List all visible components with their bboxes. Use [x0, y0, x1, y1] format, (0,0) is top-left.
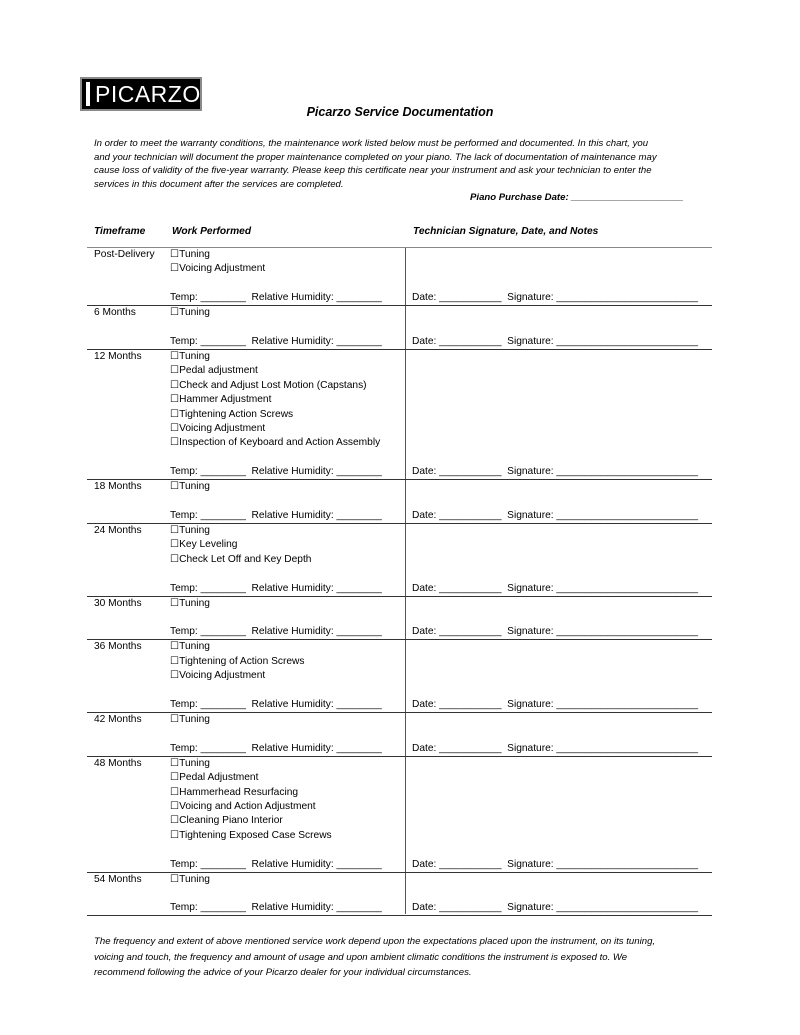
service-checkbox-item[interactable]: ☐Tuning — [170, 757, 210, 769]
row-divider — [87, 915, 712, 916]
header-timeframe: Timeframe — [94, 226, 146, 237]
service-checkbox-item[interactable]: ☐Check Let Off and Key Depth — [170, 553, 312, 565]
page-title: Picarzo Service Documentation — [306, 105, 494, 119]
intro-paragraph — [94, 137, 706, 192]
timeframe-label: 48 Months — [94, 757, 142, 769]
date-signature-field[interactable]: Date: ___________ Signature: _________________________ — [412, 582, 699, 594]
service-checkbox-item[interactable]: ☐Hammerhead Resurfacing — [170, 786, 299, 798]
date-signature-field[interactable]: Date: ___________ Signature: _________________________ — [412, 336, 699, 347]
timeframe-label: 54 Months — [94, 873, 142, 885]
service-checkbox-item[interactable]: ☐Check and Adjust Lost Motion (Capstans) — [170, 379, 367, 391]
service-checkbox-item[interactable]: ☐Tightening Exposed Case Screws — [170, 829, 332, 841]
service-checkbox-item[interactable]: ☐Tuning — [170, 481, 210, 493]
temp-humidity-field[interactable]: Temp: ________ Relative Humidity: ________ — [170, 742, 382, 754]
footer-note — [94, 934, 706, 981]
row-divider — [87, 756, 712, 757]
timeframe-label: 6 Months — [94, 307, 136, 319]
date-signature-field[interactable]: Date: ___________ Signature: _________________________ — [412, 626, 699, 638]
timeframe-label: 24 Months — [94, 525, 142, 536]
intro-line: In order to meet the warranty conditions, the maintenance work listed below must be performed and documented. In this chart, you — [94, 138, 649, 149]
date-signature-field[interactable]: Date: ___________ Signature: _________________________ — [412, 510, 699, 521]
date-signature-field[interactable]: Date: ___________ Signature: _________________________ — [412, 699, 699, 710]
intro-line: services in this document after the services are completed. — [94, 179, 344, 191]
timeframe-label: 42 Months — [94, 714, 142, 725]
timeframe-label: 18 Months — [94, 481, 142, 493]
timeframe-label: 30 Months — [94, 597, 142, 609]
service-checkbox-item[interactable]: ☐Pedal adjustment — [170, 365, 258, 377]
temp-humidity-field[interactable]: Temp: ________ Relative Humidity: ________ — [170, 902, 382, 914]
service-checkbox-item[interactable]: ☐Tuning — [170, 714, 210, 725]
service-checkbox-item[interactable]: ☐Inspection of Keyboard and Action Assembly — [170, 437, 381, 449]
temp-humidity-field[interactable]: Temp: ________ Relative Humidity: ________ — [170, 582, 382, 594]
temp-humidity-field[interactable]: Temp: ________ Relative Humidity: ________ — [170, 510, 382, 521]
row-divider — [87, 349, 712, 350]
row-divider — [87, 712, 712, 713]
intro-line: and your technician will document the proper maintenance completed on your piano. The lack of documentation of maintenance may — [94, 151, 657, 163]
service-checkbox-item[interactable]: ☐Voicing Adjustment — [170, 423, 266, 434]
intro-line: cause loss of validity of the five-year warranty. Please keep this certificate near your instrument and ask your technician to enter the — [94, 165, 652, 177]
service-checkbox-item[interactable]: ☐Tightening of Action Screws — [170, 655, 305, 667]
timeframe-label: 36 Months — [94, 641, 142, 653]
row-divider — [87, 596, 712, 597]
row-divider — [87, 305, 712, 306]
temp-humidity-field[interactable]: Temp: ________ Relative Humidity: ________ — [170, 858, 382, 870]
service-checkbox-item[interactable]: ☐Key Leveling — [170, 539, 238, 551]
column-divider — [405, 248, 406, 914]
service-checkbox-item[interactable]: ☐Voicing Adjustment — [170, 263, 266, 275]
header-divider — [87, 247, 712, 248]
service-checkbox-item[interactable]: ☐Hammer Adjustment — [170, 394, 272, 406]
service-checkbox-item[interactable]: ☐Tuning — [170, 307, 210, 319]
service-checkbox-item[interactable]: ☐Tuning — [170, 597, 210, 609]
timeframe-label: 12 Months — [94, 351, 142, 362]
footer-line: voicing and touch, the frequency and amount of usage and upon ambient climatic conditions the instrument is exposed to. We — [94, 951, 628, 963]
temp-humidity-field[interactable]: Temp: ________ Relative Humidity: ________ — [170, 336, 382, 347]
service-checkbox-item[interactable]: ☐Cleaning Piano Interior — [170, 815, 283, 827]
row-divider — [87, 872, 712, 873]
row-divider — [87, 523, 712, 524]
row-divider — [87, 639, 712, 640]
date-signature-field[interactable]: Date: ___________ Signature: _________________________ — [412, 292, 699, 304]
piano-keys-icon — [86, 82, 90, 106]
date-signature-field[interactable]: Date: ___________ Signature: _________________________ — [412, 902, 699, 914]
header-technician: Technician Signature, Date, and Notes — [413, 226, 599, 237]
temp-humidity-field[interactable]: Temp: ________ Relative Humidity: ________ — [170, 699, 382, 710]
temp-humidity-field[interactable]: Temp: ________ Relative Humidity: ________ — [170, 466, 382, 478]
temp-humidity-field[interactable]: Temp: ________ Relative Humidity: ________ — [170, 292, 382, 304]
header-work-performed: Work Performed — [172, 226, 252, 237]
service-checkbox-item[interactable]: ☐Tuning — [170, 351, 210, 362]
footer-line: The frequency and extent of above mentioned service work depend upon the expectations placed upon the instrument, on its tuning, — [94, 936, 656, 947]
service-checkbox-item[interactable]: ☐Tuning — [170, 525, 210, 536]
service-checkbox-item[interactable]: ☐Tuning — [170, 873, 210, 885]
purchase-date-field[interactable]: Piano Purchase Date: _____________________ — [470, 192, 684, 203]
footer-line: recommend following the advice of your Picarzo dealer for your individual circumstances. — [94, 967, 472, 978]
service-checkbox-item[interactable]: ☐Tuning — [170, 641, 210, 653]
date-signature-field[interactable]: Date: ___________ Signature: _________________________ — [412, 858, 699, 870]
service-checkbox-item[interactable]: ☐Tuning — [170, 249, 210, 260]
timeframe-label: Post-Delivery — [94, 249, 155, 260]
service-checkbox-item[interactable]: ☐Tightening Action Screws — [170, 408, 294, 420]
temp-humidity-field[interactable]: Temp: ________ Relative Humidity: ________ — [170, 626, 382, 638]
row-divider — [87, 479, 712, 480]
service-checkbox-item[interactable]: ☐Pedal Adjustment — [170, 772, 259, 784]
date-signature-field[interactable]: Date: ___________ Signature: _________________________ — [412, 466, 699, 478]
service-checkbox-item[interactable]: ☐Voicing Adjustment — [170, 670, 266, 682]
logo-text: PICARZO — [95, 80, 201, 107]
date-signature-field[interactable]: Date: ___________ Signature: _________________________ — [412, 742, 699, 754]
service-checkbox-item[interactable]: ☐Voicing and Action Adjustment — [170, 801, 316, 812]
